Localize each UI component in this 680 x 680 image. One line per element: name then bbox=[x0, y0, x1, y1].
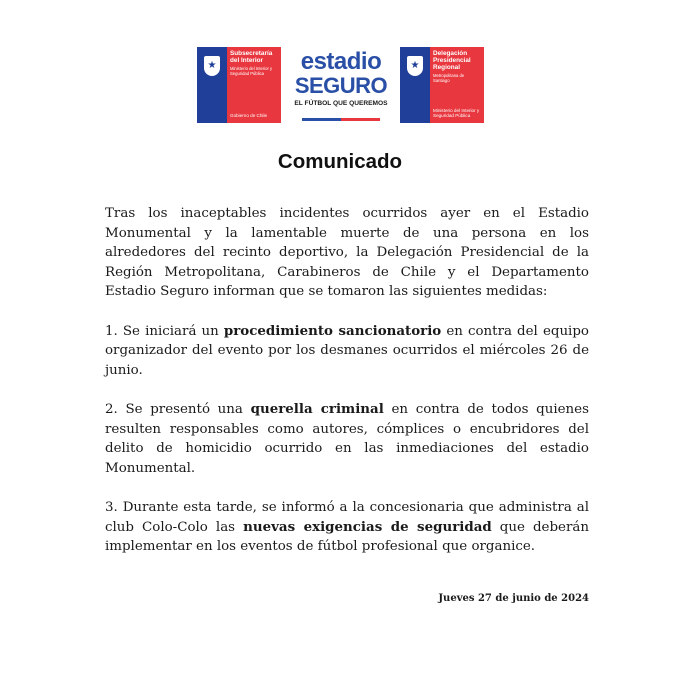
logo-left-title: Subsecretaría del Interior bbox=[230, 50, 273, 64]
coat-of-arms-icon: ★ bbox=[407, 56, 423, 76]
logo-left-footer: Gobierno de Chile bbox=[230, 113, 268, 118]
coat-of-arms-icon: ★ bbox=[204, 56, 220, 76]
intro-paragraph: Tras los inaceptables incidentes ocurridos ayer en el Estadio Monumental y la lamentable muerte de una persona en los alrededores del recinto deportivo, la Delegación Presidencial de la Región Metropolitana, Carabineros de Chile y el Departamento Estadio Seguro informan que se tomaron las siguientes medidas: bbox=[105, 206, 589, 300]
logo-left-subtitle: Ministerio del Interior y Seguridad Pública bbox=[230, 66, 273, 76]
logo-center-line1: estadio bbox=[300, 48, 382, 75]
logo-center-line2: SEGURO bbox=[294, 73, 388, 98]
estadio-seguro-logo bbox=[292, 49, 390, 123]
measure-1-highlight: procedimiento sancionatorio bbox=[223, 322, 442, 339]
logo-right-footer: Ministerio del Interior y Seguridad Pública bbox=[433, 108, 480, 118]
subsecretaria-logo bbox=[197, 47, 281, 123]
delegacion-logo bbox=[400, 47, 484, 123]
logo-center-tagline: EL FÚTBOL QUE QUEREMOS bbox=[294, 100, 388, 107]
measure-1: 1. Se iniciará un procedimiento sancionatorio en contra del equipo organizador del evento por los desmanes ocurridos el miércoles 26 de junio. bbox=[105, 322, 589, 378]
document-date: Jueves 27 de junio de 2024 bbox=[438, 593, 589, 604]
logo-flag-bar bbox=[302, 118, 380, 121]
document-title: Comunicado bbox=[277, 150, 403, 173]
measure-3-highlight: nuevas exigencias de seguridad bbox=[243, 518, 492, 535]
document-body bbox=[105, 204, 589, 576]
logo-header bbox=[0, 47, 680, 125]
measure-3: 3. Durante esta tarde, se informó a la concesionaria que administra al club Colo-Colo las nuevas exigencias de seguridad que deberán implementar en los eventos de fútbol profesional que organice. bbox=[105, 499, 589, 555]
measure-2: 2. Se presentó una querella criminal en contra de todos quienes resulten responsables como autores, cómplices o encubridores del delito de homicidio ocurrido en las inmediaciones del estadio Monumental. bbox=[105, 400, 589, 476]
measure-2-highlight: querella criminal bbox=[250, 400, 384, 417]
logo-right-subtitle: Metropolitana de Santiago bbox=[433, 73, 465, 83]
logo-right-title: Delegación Presidencial Regional bbox=[433, 50, 471, 71]
